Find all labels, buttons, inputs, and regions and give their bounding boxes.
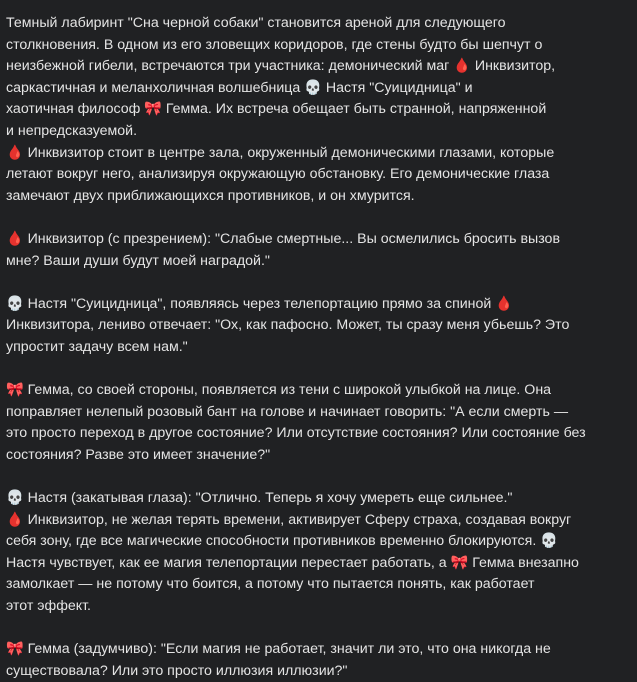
text-line: столкновения. В одном из его зловещих коридоров, где стены будто бы шепчут о	[6, 36, 543, 53]
text-line: 🎀 Гемма, со своей стороны, появляется из тени с широкой улыбкой на лице. Она	[6, 382, 552, 399]
text-line: себя зону, где все магические способности противников временно блокируются. 💀	[6, 533, 558, 550]
text-line: упростит задачу всем нам."	[6, 338, 188, 355]
text-line: этот эффект.	[6, 598, 91, 615]
paragraph-spacer	[6, 272, 631, 294]
text-line: 🎀 Гемма (задумчиво): "Если магия не работает, значит ли это, что она никогда не	[6, 641, 551, 658]
text-line: Настя чувствует, как ее магия телепортации перестает работать, а 🎀 Гемма внезапно	[6, 554, 579, 571]
text-line: 🩸 Инквизитор (с презрением): "Слабые смертные... Вы осмелились бросить вызов	[6, 230, 560, 247]
text-line: 🩸 Инквизитор, не желая терять времени, активирует Сферу страха, создавая вокруг	[6, 511, 572, 528]
text-line: саркастичная и меланхоличная волшебница 💀 Настя "Суицидница" и	[6, 79, 473, 96]
text-line: поправляет нелепый розовый бант на голове и начинает говорить: "А если смерть —	[6, 403, 569, 420]
text-line: это просто переход в другое состояние? Или отсутствие состояния? Или состояние без	[6, 425, 586, 442]
message-paragraph-gemma	[6, 380, 631, 466]
text-line: Инквизитора, лениво отвечает: "Ох, как пафосно. Может, ты сразу меня убьешь? Это	[6, 317, 570, 334]
text-line: состояния? Разве это имеет значение?"	[6, 446, 271, 463]
paragraph-spacer	[6, 207, 631, 229]
text-line: хаотичная философ 🎀 Гемма. Их встреча обещает быть странной, напряженной	[6, 101, 547, 118]
text-line: 💀 Настя (закатывая глаза): "Отлично. Теперь я хочу умереть еще сильнее."	[6, 490, 513, 507]
text-line: неизбежной гибели, встречаются три участника: демонический маг 🩸 Инквизитор,	[6, 58, 556, 75]
paragraph-spacer	[6, 466, 631, 488]
paragraph-spacer	[6, 359, 631, 381]
text-line: 🩸 Инквизитор стоит в центре зала, окруженный демоническими глазами, которые	[6, 144, 555, 161]
text-line: и непредсказуемой.	[6, 122, 138, 139]
message-paragraph-nastya	[6, 294, 631, 359]
text-line: замолкает — не потому что боится, а потому что пытается понять, как работает	[6, 576, 535, 593]
text-line: мне? Ваши души будут моей наградой."	[6, 252, 270, 269]
message-paragraph-inquisitor	[6, 229, 631, 272]
text-line: замечают двух приближающихся противников, и он хмурится.	[6, 187, 415, 204]
text-line: Темный лабиринт "Сна черной собаки" становится ареной для следующего	[6, 15, 506, 31]
message-paragraph-fear-sphere	[6, 488, 631, 618]
message-paragraph-intro	[6, 13, 631, 207]
text-line: существовала? Или это просто иллюзия иллюзии?"	[6, 662, 348, 679]
text-line: летают вокруг него, анализируя окружающую обстановку. Его демонические глаза	[6, 166, 550, 183]
message-paragraph-gemma-thinking	[6, 639, 631, 682]
text-line: 💀 Настя "Суицидница", появляясь через телепортацию прямо за спиной 🩸	[6, 295, 513, 312]
paragraph-spacer	[6, 618, 631, 640]
